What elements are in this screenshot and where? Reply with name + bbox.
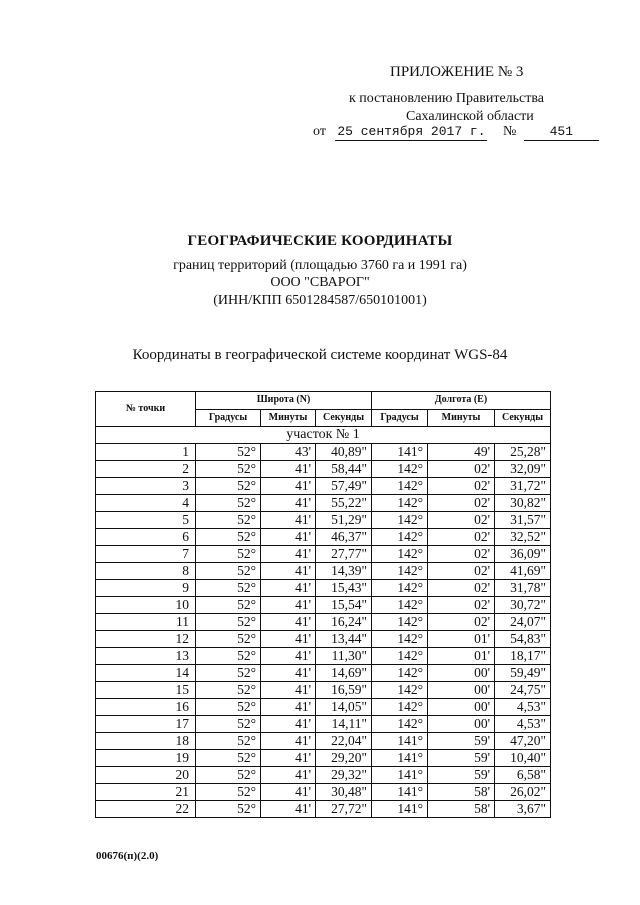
cell-lat-min: 41' (261, 648, 316, 665)
cell-lon-sec: 47,20" (495, 733, 551, 750)
cell-lat-min: 41' (261, 512, 316, 529)
cell-lon-deg: 141° (372, 801, 428, 818)
table-row (96, 529, 551, 546)
cell-lon-min: 59' (428, 767, 495, 784)
table-row (96, 631, 551, 648)
cell-lat-sec: 11,30" (316, 648, 372, 665)
cell-lat-sec: 57,49" (316, 478, 372, 495)
table-row (96, 699, 551, 716)
cell-lon-min: 01' (428, 631, 495, 648)
table-row (96, 478, 551, 495)
cell-lon-deg: 141° (372, 767, 428, 784)
document-title: ГЕОГРАФИЧЕСКИЕ КООРДИНАТЫ (187, 233, 453, 249)
cell-lon-deg: 142° (372, 546, 428, 563)
cell-lat-min: 41' (261, 563, 316, 580)
cell-lon-sec: 30,82" (495, 495, 551, 512)
cell-lat-sec: 58,44" (316, 461, 372, 478)
cell-lon-sec: 31,57" (495, 512, 551, 529)
cell-lat-sec: 16,24" (316, 614, 372, 631)
cell-point: 6 (96, 529, 196, 546)
title-subline-2: ООО "СВАРОГ" (270, 275, 370, 290)
cell-lon-sec: 36,09" (495, 546, 551, 563)
cell-lon-deg: 142° (372, 648, 428, 665)
cell-lon-deg: 142° (372, 529, 428, 546)
cell-point: 5 (96, 512, 196, 529)
cell-lon-deg: 141° (372, 733, 428, 750)
title-subline-1: границ территорий (площадью 3760 га и 1991 га) (173, 258, 467, 273)
table-row (96, 665, 551, 682)
cell-lat-deg: 52° (196, 767, 261, 784)
decree-number: 451 (524, 124, 599, 141)
cell-point: 1 (96, 444, 196, 461)
cell-lat-deg: 52° (196, 784, 261, 801)
cell-lon-deg: 142° (372, 614, 428, 631)
table-row (96, 801, 551, 818)
cell-lon-min: 00' (428, 716, 495, 733)
cell-lon-sec: 30,72" (495, 597, 551, 614)
cell-lon-sec: 10,40" (495, 750, 551, 767)
cell-lat-sec: 15,54" (316, 597, 372, 614)
cell-lon-min: 02' (428, 478, 495, 495)
coordinate-system-label: Координаты в географической системе координат WGS-84 (132, 347, 508, 363)
cell-lat-sec: 13,44" (316, 631, 372, 648)
cell-lat-deg: 52° (196, 597, 261, 614)
table-row (96, 733, 551, 750)
cell-lon-deg: 142° (372, 631, 428, 648)
cell-lat-sec: 15,43" (316, 580, 372, 597)
cell-lat-min: 41' (261, 631, 316, 648)
cell-lat-sec: 30,48" (316, 784, 372, 801)
cell-lon-sec: 32,52" (495, 529, 551, 546)
table-row (96, 461, 551, 478)
cell-lon-deg: 142° (372, 478, 428, 495)
cell-point: 20 (96, 767, 196, 784)
cell-lat-deg: 52° (196, 801, 261, 818)
cell-lat-min: 41' (261, 750, 316, 767)
table-row (96, 614, 551, 631)
coordinates-body (96, 427, 551, 818)
cell-lon-sec: 6,58" (495, 767, 551, 784)
cell-lon-sec: 24,07" (495, 614, 551, 631)
cell-lat-min: 41' (261, 716, 316, 733)
form-code: 00676(п)(2.0) (96, 850, 159, 862)
cell-lon-min: 00' (428, 699, 495, 716)
cell-lon-sec: 41,69" (495, 563, 551, 580)
cell-lat-sec: 51,29" (316, 512, 372, 529)
cell-lat-sec: 27,72" (316, 801, 372, 818)
cell-lat-deg: 52° (196, 478, 261, 495)
cell-lon-sec: 24,75" (495, 682, 551, 699)
cell-point: 22 (96, 801, 196, 818)
cell-lon-deg: 141° (372, 784, 428, 801)
cell-lon-deg: 141° (372, 750, 428, 767)
cell-lon-deg: 142° (372, 682, 428, 699)
cell-lon-min: 02' (428, 461, 495, 478)
table-row (96, 597, 551, 614)
cell-lon-min: 00' (428, 682, 495, 699)
cell-lon-min: 59' (428, 750, 495, 767)
cell-lon-sec: 59,49" (495, 665, 551, 682)
table-row (96, 648, 551, 665)
cell-lon-deg: 142° (372, 699, 428, 716)
cell-lon-min: 02' (428, 597, 495, 614)
cell-lon-sec: 54,83" (495, 631, 551, 648)
cell-lat-min: 41' (261, 767, 316, 784)
cell-lon-min: 02' (428, 546, 495, 563)
cell-point: 21 (96, 784, 196, 801)
table-row (96, 580, 551, 597)
table-row (96, 495, 551, 512)
cell-lon-min: 02' (428, 580, 495, 597)
table-row (96, 784, 551, 801)
number-label: № (502, 124, 517, 139)
cell-lon-min: 02' (428, 512, 495, 529)
cell-lat-deg: 52° (196, 512, 261, 529)
cell-point: 17 (96, 716, 196, 733)
table-row (96, 716, 551, 733)
cell-lon-min: 59' (428, 733, 495, 750)
cell-point: 15 (96, 682, 196, 699)
cell-point: 4 (96, 495, 196, 512)
header-lat-seconds: Секунды (316, 409, 372, 427)
cell-lon-deg: 142° (372, 495, 428, 512)
cell-lon-min: 01' (428, 648, 495, 665)
cell-lat-min: 41' (261, 682, 316, 699)
cell-lat-sec: 40,89" (316, 444, 372, 461)
cell-lat-deg: 52° (196, 716, 261, 733)
cell-lat-min: 41' (261, 580, 316, 597)
cell-lat-sec: 27,77" (316, 546, 372, 563)
cell-lat-min: 41' (261, 461, 316, 478)
section-title: участок № 1 (96, 427, 551, 444)
cell-lon-min: 58' (428, 784, 495, 801)
cell-lon-sec: 26,02" (495, 784, 551, 801)
cell-lat-deg: 52° (196, 563, 261, 580)
cell-point: 7 (96, 546, 196, 563)
cell-lat-min: 41' (261, 529, 316, 546)
cell-lat-deg: 52° (196, 461, 261, 478)
cell-lat-deg: 52° (196, 495, 261, 512)
table-row (96, 444, 551, 461)
decree-line-2: Сахалинской области (406, 109, 534, 124)
title-subline-3: (ИНН/КПП 6501284587/650101001) (213, 293, 427, 308)
cell-lat-deg: 52° (196, 648, 261, 665)
cell-lat-deg: 52° (196, 529, 261, 546)
cell-lon-min: 02' (428, 614, 495, 631)
cell-lon-sec: 25,28" (495, 444, 551, 461)
cell-lat-min: 41' (261, 733, 316, 750)
cell-lon-deg: 142° (372, 665, 428, 682)
header-latitude: Широта (N) (196, 392, 372, 410)
cell-lat-deg: 52° (196, 546, 261, 563)
cell-point: 10 (96, 597, 196, 614)
cell-lat-sec: 46,37" (316, 529, 372, 546)
cell-lon-deg: 142° (372, 580, 428, 597)
header-lon-degrees: Градусы (372, 409, 428, 427)
appendix-title: ПРИЛОЖЕНИЕ № 3 (390, 64, 524, 80)
table-row (96, 750, 551, 767)
cell-point: 19 (96, 750, 196, 767)
cell-lat-sec: 14,05" (316, 699, 372, 716)
cell-lat-min: 41' (261, 495, 316, 512)
cell-lon-sec: 4,53" (495, 699, 551, 716)
cell-lon-sec: 32,09" (495, 461, 551, 478)
table-row (96, 563, 551, 580)
cell-lat-min: 41' (261, 784, 316, 801)
header-point: № точки (96, 392, 196, 427)
cell-point: 14 (96, 665, 196, 682)
cell-lat-sec: 14,69" (316, 665, 372, 682)
decree-date-line (313, 124, 599, 141)
cell-lat-sec: 55,22" (316, 495, 372, 512)
cell-lat-deg: 52° (196, 682, 261, 699)
cell-lat-min: 41' (261, 614, 316, 631)
decree-line-1: к постановлению Правительства (349, 91, 545, 106)
cell-lat-sec: 14,39" (316, 563, 372, 580)
cell-lat-min: 41' (261, 478, 316, 495)
cell-point: 18 (96, 733, 196, 750)
cell-lon-min: 02' (428, 495, 495, 512)
cell-lon-sec: 4,53" (495, 716, 551, 733)
table-row (96, 682, 551, 699)
cell-lon-min: 00' (428, 665, 495, 682)
cell-point: 12 (96, 631, 196, 648)
cell-point: 9 (96, 580, 196, 597)
cell-lon-deg: 142° (372, 461, 428, 478)
cell-lat-deg: 52° (196, 631, 261, 648)
cell-lon-deg: 142° (372, 512, 428, 529)
cell-lat-deg: 52° (196, 665, 261, 682)
cell-lat-min: 41' (261, 546, 316, 563)
cell-lat-min: 41' (261, 665, 316, 682)
decree-date: 25 сентября 2017 г. (337, 124, 486, 139)
cell-lon-min: 02' (428, 563, 495, 580)
cell-point: 13 (96, 648, 196, 665)
cell-lat-deg: 52° (196, 580, 261, 597)
cell-lat-sec: 14,11" (316, 716, 372, 733)
from-label: от (313, 124, 326, 139)
header-longitude: Долгота (E) (372, 392, 551, 410)
cell-lat-sec: 16,59" (316, 682, 372, 699)
cell-point: 3 (96, 478, 196, 495)
cell-point: 16 (96, 699, 196, 716)
cell-lat-deg: 52° (196, 444, 261, 461)
cell-lon-deg: 142° (372, 563, 428, 580)
cell-lat-deg: 52° (196, 750, 261, 767)
cell-point: 2 (96, 461, 196, 478)
cell-point: 11 (96, 614, 196, 631)
header-lat-degrees: Градусы (196, 409, 261, 427)
cell-lon-min: 02' (428, 529, 495, 546)
cell-lat-min: 41' (261, 801, 316, 818)
header-lat-minutes: Минуты (261, 409, 316, 427)
table-row (96, 512, 551, 529)
cell-lon-min: 58' (428, 801, 495, 818)
cell-lon-sec: 3,67" (495, 801, 551, 818)
cell-lon-deg: 142° (372, 597, 428, 614)
header-lon-seconds: Секунды (495, 409, 551, 427)
cell-lat-deg: 52° (196, 733, 261, 750)
table-row (96, 767, 551, 784)
cell-lat-min: 41' (261, 699, 316, 716)
cell-lat-sec: 22,04" (316, 733, 372, 750)
cell-lat-min: 43' (261, 444, 316, 461)
cell-lon-sec: 18,17" (495, 648, 551, 665)
table-row (96, 546, 551, 563)
cell-lat-sec: 29,32" (316, 767, 372, 784)
cell-lon-deg: 141° (372, 444, 428, 461)
cell-lat-min: 41' (261, 597, 316, 614)
header-lon-minutes: Минуты (428, 409, 495, 427)
cell-lon-deg: 142° (372, 716, 428, 733)
cell-lon-sec: 31,72" (495, 478, 551, 495)
coordinates-table (95, 391, 551, 818)
cell-lat-sec: 29,20" (316, 750, 372, 767)
cell-lat-deg: 52° (196, 614, 261, 631)
cell-lon-min: 49' (428, 444, 495, 461)
cell-point: 8 (96, 563, 196, 580)
cell-lon-sec: 31,78" (495, 580, 551, 597)
cell-lat-deg: 52° (196, 699, 261, 716)
